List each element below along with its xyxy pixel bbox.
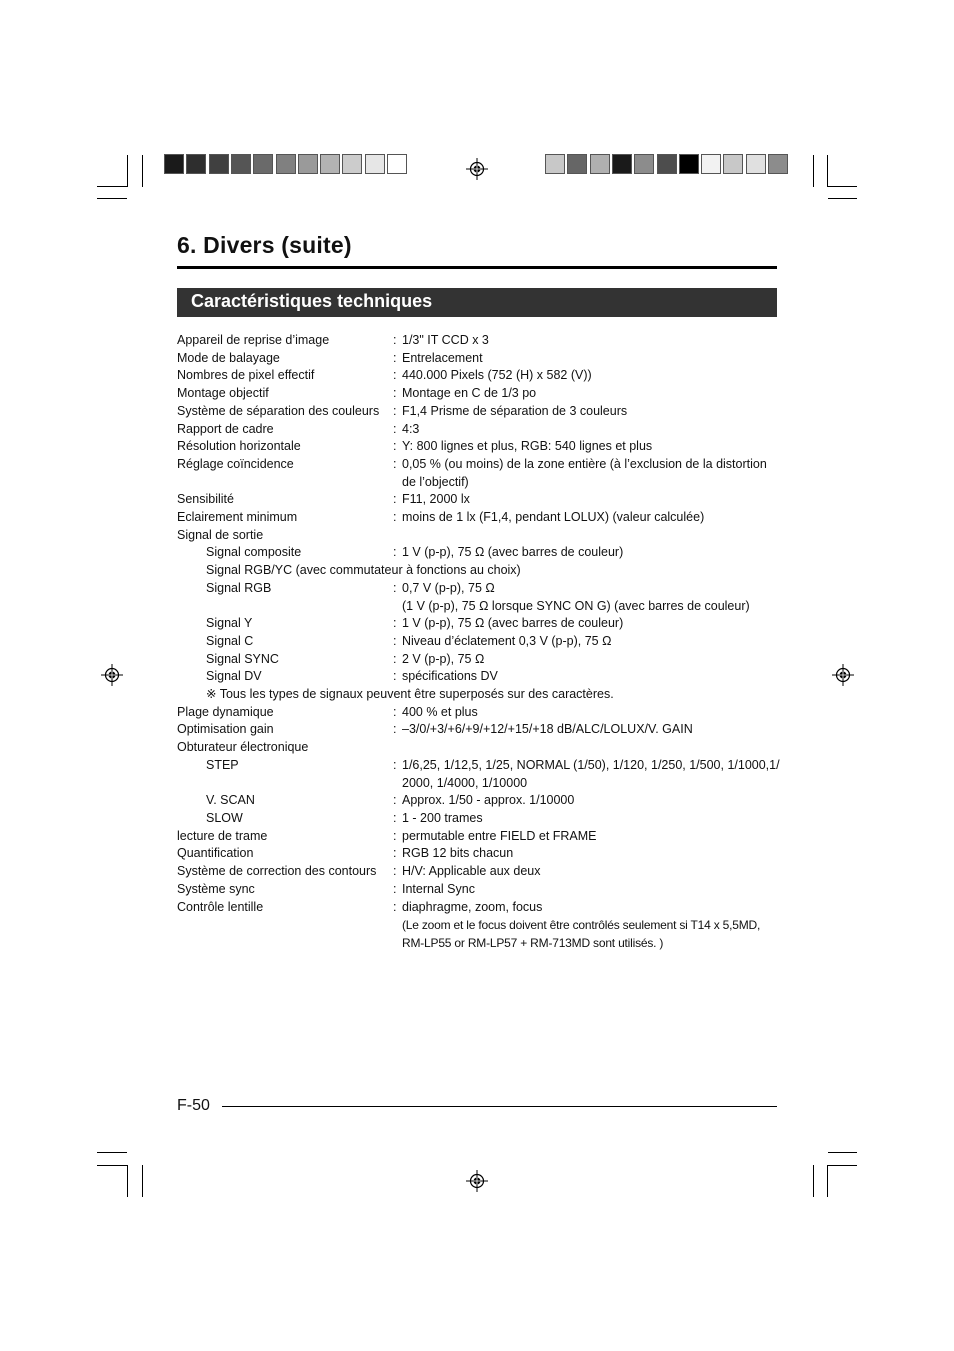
spec-value: spécifications DV: [402, 669, 498, 684]
spec-value: 2 V (p-p), 75 Ω: [402, 651, 485, 666]
color-swatch: [231, 154, 251, 174]
spec-row: [177, 863, 787, 881]
spec-colon: :: [393, 722, 397, 737]
spec-colon: :: [393, 616, 397, 631]
registration-mark-icon: [101, 664, 123, 686]
spec-row: [177, 350, 787, 368]
spec-label: Plage dynamique: [177, 704, 274, 719]
footer-rule: [222, 1106, 777, 1107]
spec-colon: :: [393, 757, 397, 772]
color-swatch: [634, 154, 654, 174]
spec-row: [177, 527, 787, 545]
section-heading: Caractéristiques techniques: [191, 291, 433, 311]
spec-colon: :: [393, 899, 397, 914]
spec-colon: :: [393, 510, 397, 525]
spec-label: V. SCAN: [206, 793, 255, 808]
spec-label: Montage objectif: [177, 386, 269, 401]
spec-row: [177, 438, 787, 456]
spec-label: Signal RGB: [206, 580, 272, 595]
spec-value: F11, 2000 lx: [402, 492, 470, 507]
spec-value: moins de 1 lx (F1,4, pendant LOLUX) (valeur calculée): [402, 510, 705, 525]
color-swatch: [387, 154, 407, 174]
color-swatch: [612, 154, 632, 174]
color-swatch: [545, 154, 565, 174]
spec-label: Rapport de cadre: [177, 421, 274, 436]
color-swatch: [342, 154, 362, 174]
spec-colon: :: [393, 386, 397, 401]
spec-colon: :: [393, 846, 397, 861]
spec-row: [177, 651, 787, 669]
spec-label: Contrôle lentille: [177, 899, 264, 914]
spec-value: 1 V (p-p), 75 Ω (avec barres de couleur): [402, 545, 624, 560]
spec-row: [177, 828, 787, 846]
spec-colon: :: [393, 421, 397, 436]
spec-row: [177, 580, 787, 598]
spec-label: Signal de sortie: [177, 527, 264, 542]
spec-colon: :: [393, 633, 397, 648]
spec-row: [177, 845, 787, 863]
color-swatch: [679, 154, 699, 174]
spec-row: [177, 544, 787, 562]
spec-value: 0,05 % (ou moins) de la zone entière (à l’exclusion de la distortion de l’objectif): [402, 456, 767, 489]
spec-row: [177, 668, 787, 686]
spec-label: Système de séparation des couleurs: [177, 403, 380, 418]
spec-row: [177, 403, 787, 421]
page-number: F-50: [177, 1097, 210, 1114]
spec-row: [177, 509, 787, 527]
color-swatch: [276, 154, 296, 174]
spec-value: F1,4 Prisme de séparation de 3 couleurs: [402, 403, 628, 418]
spec-label: SLOW: [206, 810, 243, 825]
spec-value: 0,7 V (p-p), 75 Ω: [402, 580, 495, 595]
color-swatch: [253, 154, 273, 174]
spec-value: Y: 800 lignes et plus, RGB: 540 lignes et plus: [402, 439, 653, 454]
section-heading-bar: [177, 288, 777, 317]
spec-label: Obturateur électronique: [177, 740, 309, 755]
spec-row: [177, 385, 787, 403]
spec-value: H/V: Applicable aux deux: [402, 864, 541, 879]
spec-label: lecture de trame: [177, 828, 268, 843]
spec-label: Optimisation gain: [177, 722, 274, 737]
spec-label: Signal C: [206, 633, 254, 648]
spec-value: 440.000 Pixels (752 (H) x 582 (V)): [402, 368, 592, 383]
spec-label: Eclairement minimum: [177, 510, 298, 525]
spec-colon: :: [393, 864, 397, 879]
color-swatch: [701, 154, 721, 174]
spec-colon: :: [393, 881, 397, 896]
spec-colon: :: [393, 669, 397, 684]
spec-row: [177, 757, 787, 792]
spec-note: ※ Tous les types de signaux peuvent être superposés sur des caractères.: [206, 687, 614, 702]
spec-row: [177, 633, 787, 651]
spec-colon: :: [393, 793, 397, 808]
spec-label: Résolution horizontale: [177, 439, 301, 454]
spec-label: Quantification: [177, 846, 254, 861]
spec-colon: :: [393, 828, 397, 843]
spec-row: [177, 421, 787, 439]
spec-row: [177, 332, 787, 350]
registration-mark-icon: [466, 158, 488, 180]
spec-label: Appareil de reprise d’image: [177, 333, 330, 347]
color-swatch: [365, 154, 385, 174]
spec-value: Montage en C de 1/3 po: [402, 386, 537, 401]
spec-label: Signal composite: [206, 545, 302, 560]
spec-colon: :: [393, 439, 397, 454]
spec-value: Niveau d’éclatement 0,3 V (p-p), 75 Ω: [402, 633, 612, 648]
spec-value: 1 - 200 trames: [402, 810, 483, 825]
spec-label: Nombres de pixel effectif: [177, 368, 315, 383]
spec-note: (1 V (p-p), 75 Ω lorsque SYNC ON G) (avec barres de couleur): [402, 598, 750, 613]
spec-value: RGB 12 bits chacun: [402, 846, 514, 861]
registration-mark-icon: [832, 664, 854, 686]
color-swatch: [590, 154, 610, 174]
title-rule: [177, 266, 777, 269]
spec-colon: :: [393, 403, 397, 418]
color-swatch: [298, 154, 318, 174]
color-swatch: [768, 154, 788, 174]
spec-value: –3/0/+3/+6/+9/+12/+15/+18 dB/ALC/LOLUX/V. GAIN: [402, 722, 693, 737]
spec-colon: :: [393, 350, 397, 365]
spec-note: Signal RGB/YC (avec commutateur à fonctions au choix): [206, 563, 521, 578]
spec-value: diaphragme, zoom, focus: [402, 899, 543, 914]
spec-label: Système de correction des contours: [177, 864, 377, 879]
spec-colon: :: [393, 545, 397, 560]
spec-colon: :: [393, 810, 397, 825]
color-swatch: [164, 154, 184, 174]
spec-row: [177, 881, 787, 899]
spec-value: 1/6,25, 1/12,5, 1/25, NORMAL (1/50), 1/120, 1/250, 1/500, 1/1000,1/ 2000, 1/4000, 1/10000: [402, 757, 780, 790]
spec-label: Signal Y: [206, 616, 253, 631]
spec-value: Approx. 1/50 - approx. 1/10000: [402, 793, 575, 808]
spec-value: 4:3: [402, 421, 420, 436]
spec-row: [177, 792, 787, 810]
spec-value: 400 % et plus: [402, 704, 478, 719]
spec-row: [177, 367, 787, 385]
spec-label: Mode de balayage: [177, 350, 280, 365]
spec-label: STEP: [206, 757, 239, 772]
color-swatch: [746, 154, 766, 174]
spec-value: Internal Sync: [402, 881, 475, 896]
registration-mark-icon: [466, 1170, 488, 1192]
spec-row: [177, 721, 787, 739]
spec-label: Signal SYNC: [206, 651, 279, 666]
spec-row: [177, 739, 787, 757]
spec-value: permutable entre FIELD et FRAME: [402, 828, 597, 843]
spec-colon: :: [393, 704, 397, 719]
color-swatch: [320, 154, 340, 174]
color-swatch: [567, 154, 587, 174]
spec-label: Système sync: [177, 881, 255, 896]
color-swatch: [186, 154, 206, 174]
spec-row: [177, 456, 787, 491]
spec-value: 1/3" IT CCD x 3: [402, 333, 489, 347]
specifications-list: [177, 332, 787, 952]
spec-colon: :: [393, 368, 397, 383]
spec-label: Signal DV: [206, 669, 262, 684]
spec-colon: :: [393, 456, 397, 471]
spec-row: [177, 810, 787, 828]
spec-colon: :: [393, 333, 397, 347]
spec-row: [177, 491, 787, 509]
spec-row: [177, 899, 787, 917]
color-swatch: [723, 154, 743, 174]
spec-row: [177, 615, 787, 633]
spec-row: [177, 704, 787, 722]
color-swatch: [209, 154, 229, 174]
spec-value: 1 V (p-p), 75 Ω (avec barres de couleur): [402, 616, 624, 631]
spec-note: (Le zoom et le focus doivent être contrôlés seulement si T14 x 5,5MD, RM-LP55 or RM-LP57 + RM-713MD sont utilisés. ): [402, 918, 761, 951]
page-title: 6. Divers (suite): [177, 232, 352, 258]
spec-colon: :: [393, 651, 397, 666]
color-swatch: [657, 154, 677, 174]
spec-colon: :: [393, 492, 397, 507]
spec-value: Entrelacement: [402, 350, 483, 365]
spec-label: Réglage coïncidence: [177, 456, 294, 471]
spec-colon: :: [393, 580, 397, 595]
spec-label: Sensibilité: [177, 492, 234, 507]
